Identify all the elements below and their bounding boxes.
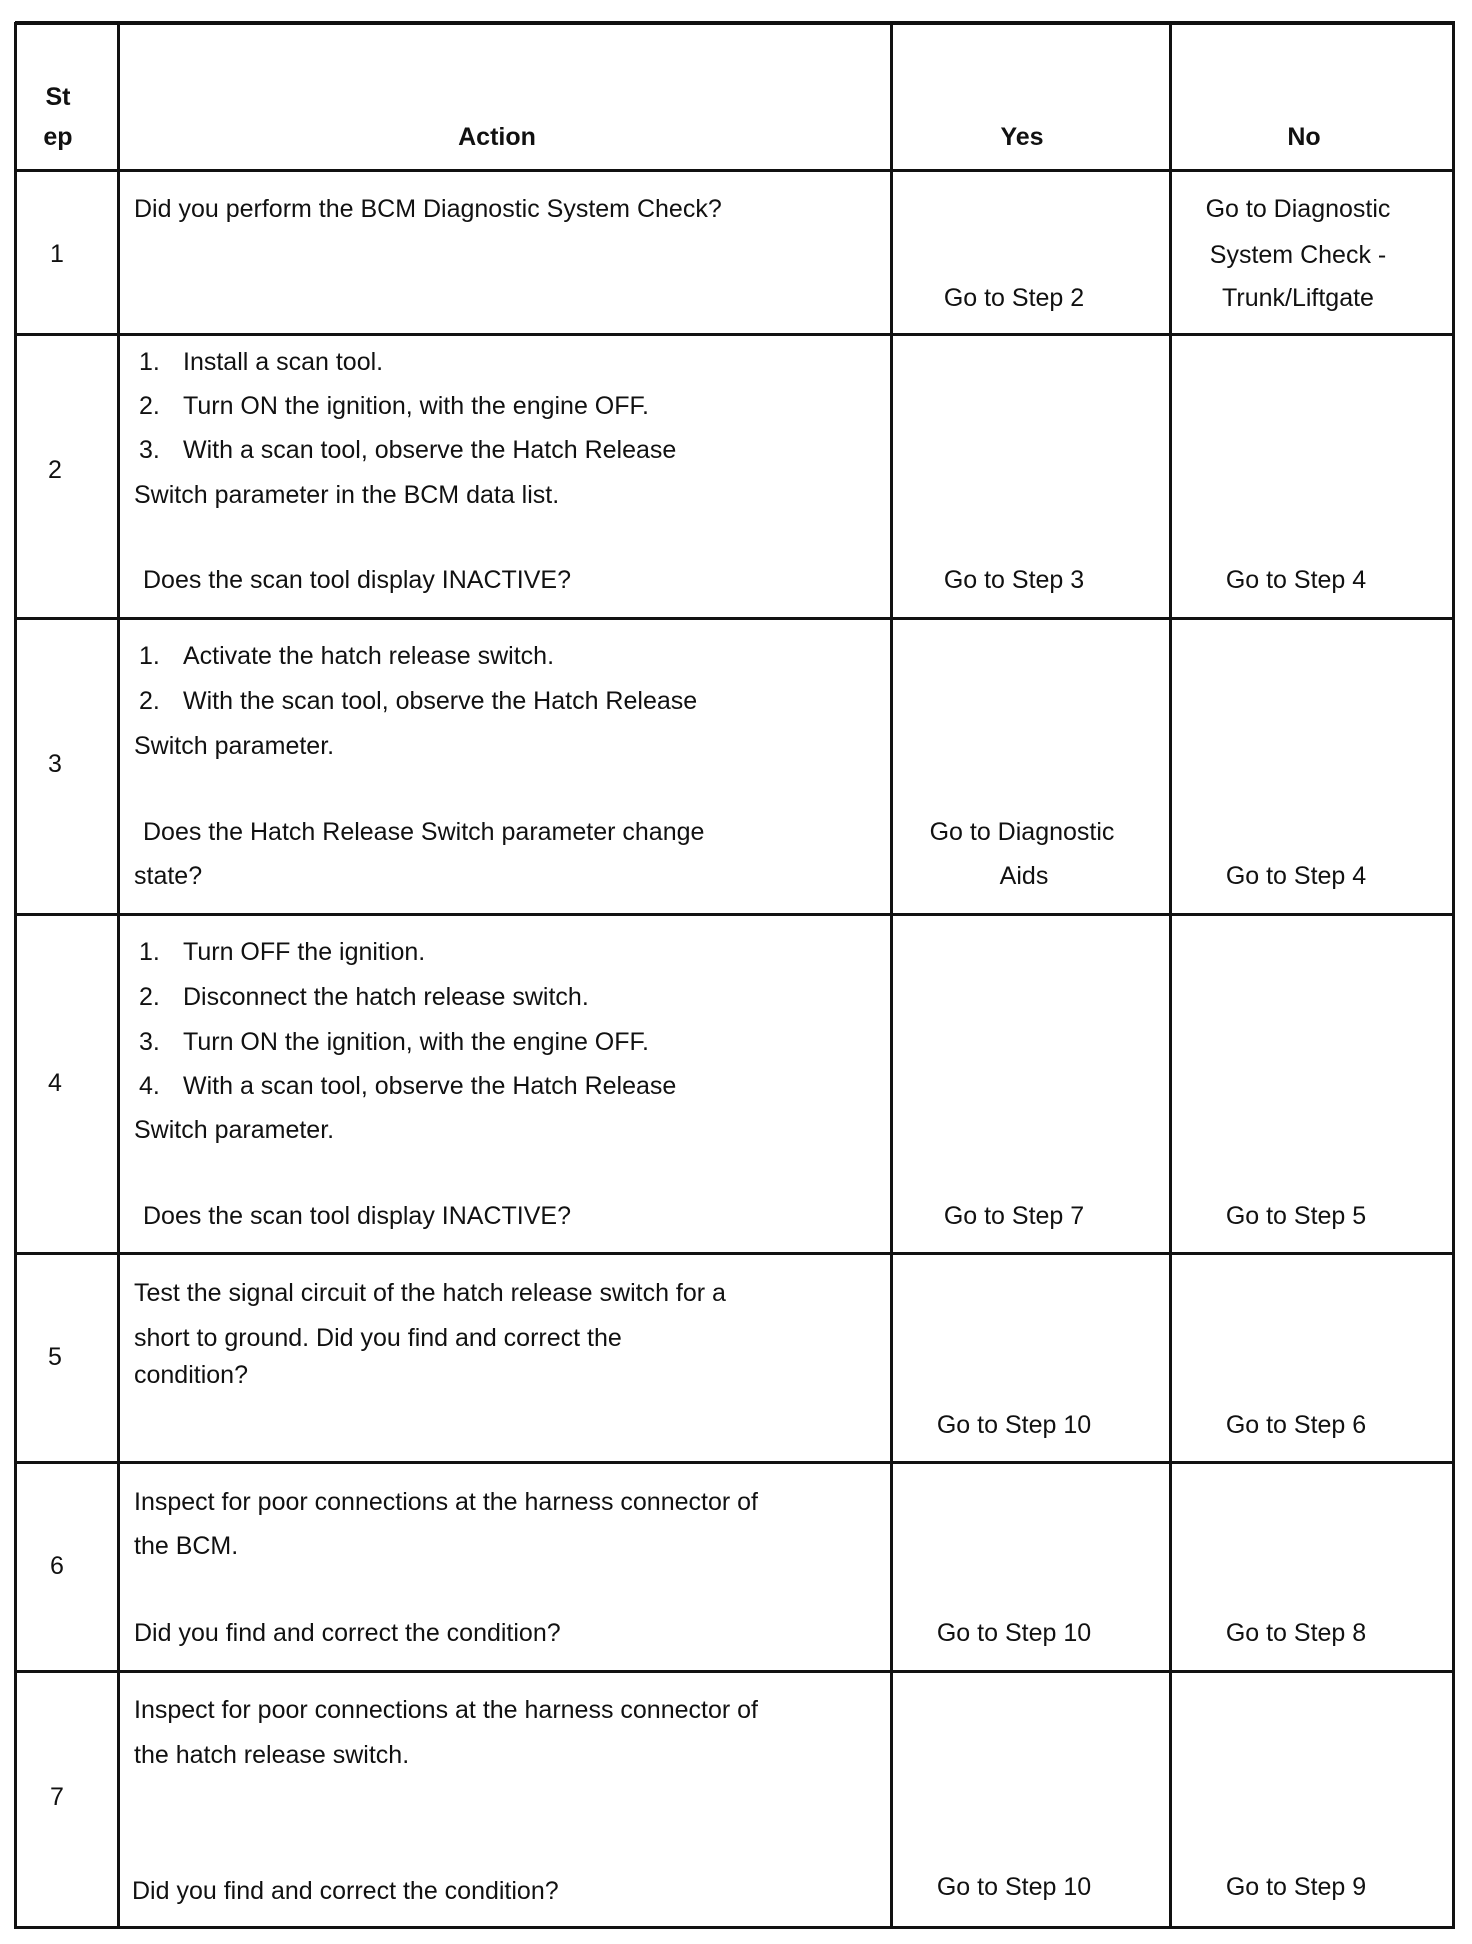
action-text: Switch parameter in the BCM data list. xyxy=(134,481,560,509)
action-text: Switch parameter. xyxy=(134,732,335,760)
action-text: With a scan tool, observe the Hatch Release xyxy=(183,436,677,464)
step-number: 1 xyxy=(50,240,64,268)
header-step: St xyxy=(45,83,71,111)
action-text: Turn OFF the ignition. xyxy=(183,938,426,966)
no-link[interactable]: Go to Step 5 xyxy=(1225,1202,1367,1230)
action-text: With the scan tool, observe the Hatch Release xyxy=(183,687,698,715)
row-divider xyxy=(15,169,1455,172)
no-link[interactable]: Go to Diagnostic xyxy=(1205,195,1391,223)
yes-link[interactable]: Go to Step 10 xyxy=(936,1873,1092,1901)
action-question: Did you find and correct the condition? xyxy=(134,1619,561,1647)
header-action: Action xyxy=(458,123,536,151)
no-link[interactable]: Go to Step 6 xyxy=(1225,1411,1367,1439)
step-number: 6 xyxy=(50,1552,64,1580)
action-text: the hatch release switch. xyxy=(134,1741,410,1769)
list-number: 2. xyxy=(139,687,160,715)
list-number: 2. xyxy=(139,983,160,1011)
list-number: 1. xyxy=(139,348,160,376)
action-text: the BCM. xyxy=(134,1532,239,1560)
no-link[interactable]: System Check - xyxy=(1209,241,1387,269)
row-divider xyxy=(15,913,1455,916)
list-number: 2. xyxy=(139,392,160,420)
col-divider xyxy=(1452,22,1455,1929)
yes-link[interactable]: Aids xyxy=(999,862,1049,890)
step-number: 3 xyxy=(48,750,62,778)
header-no: No xyxy=(1287,123,1321,151)
action-text: Disconnect the hatch release switch. xyxy=(183,983,589,1011)
yes-link[interactable]: Go to Diagnostic xyxy=(929,818,1115,846)
action-text: condition? xyxy=(134,1361,248,1389)
action-text: Switch parameter. xyxy=(134,1116,335,1144)
list-number: 1. xyxy=(139,642,160,670)
yes-link[interactable]: Go to Step 2 xyxy=(943,284,1085,312)
no-link[interactable]: Go to Step 4 xyxy=(1225,566,1367,594)
header-step: ep xyxy=(43,123,73,151)
yes-link[interactable]: Go to Step 3 xyxy=(943,566,1085,594)
action-text: Test the signal circuit of the hatch release switch for a xyxy=(134,1279,726,1307)
row-divider xyxy=(15,1670,1455,1673)
list-number: 1. xyxy=(139,938,160,966)
action-text: With a scan tool, observe the Hatch Release xyxy=(183,1072,677,1100)
action-text: Did you perform the BCM Diagnostic System Check? xyxy=(134,195,722,223)
action-question: Does the scan tool display INACTIVE? xyxy=(143,566,571,594)
list-number: 4. xyxy=(139,1072,160,1100)
table-border xyxy=(15,21,1455,25)
col-divider xyxy=(14,22,17,1929)
action-text: Install a scan tool. xyxy=(183,348,384,376)
row-divider xyxy=(15,333,1455,336)
col-divider xyxy=(117,22,120,1929)
step-number: 5 xyxy=(48,1343,62,1371)
list-number: 3. xyxy=(139,1028,160,1056)
row-divider xyxy=(15,617,1455,620)
action-question: Does the Hatch Release Switch parameter change xyxy=(143,818,705,846)
yes-link[interactable]: Go to Step 10 xyxy=(936,1411,1092,1439)
step-number: 4 xyxy=(48,1069,62,1097)
no-link[interactable]: Go to Step 9 xyxy=(1225,1873,1367,1901)
no-link[interactable]: Trunk/Liftgate xyxy=(1222,284,1374,312)
action-text: short to ground. Did you find and correct the xyxy=(134,1324,622,1352)
yes-link[interactable]: Go to Step 7 xyxy=(943,1202,1085,1230)
step-number: 2 xyxy=(48,456,62,484)
action-text: Turn ON the ignition, with the engine OFF. xyxy=(183,1028,649,1056)
action-text: Inspect for poor connections at the harness connector of xyxy=(134,1488,758,1516)
header-yes: Yes xyxy=(1000,123,1044,151)
table-border xyxy=(15,1926,1455,1929)
no-link[interactable]: Go to Step 4 xyxy=(1225,862,1367,890)
action-text: Turn ON the ignition, with the engine OFF. xyxy=(183,392,649,420)
action-text: Inspect for poor connections at the harness connector of xyxy=(134,1696,758,1724)
action-question: state? xyxy=(134,862,203,890)
action-question: Does the scan tool display INACTIVE? xyxy=(143,1202,571,1230)
list-number: 3. xyxy=(139,436,160,464)
col-divider xyxy=(1169,22,1172,1929)
col-divider xyxy=(890,22,893,1929)
row-divider xyxy=(15,1252,1455,1255)
no-link[interactable]: Go to Step 8 xyxy=(1225,1619,1367,1647)
action-question: Did you find and correct the condition? xyxy=(132,1877,559,1905)
step-number: 7 xyxy=(50,1783,64,1811)
yes-link[interactable]: Go to Step 10 xyxy=(936,1619,1092,1647)
row-divider xyxy=(15,1461,1455,1464)
action-text: Activate the hatch release switch. xyxy=(183,642,555,670)
